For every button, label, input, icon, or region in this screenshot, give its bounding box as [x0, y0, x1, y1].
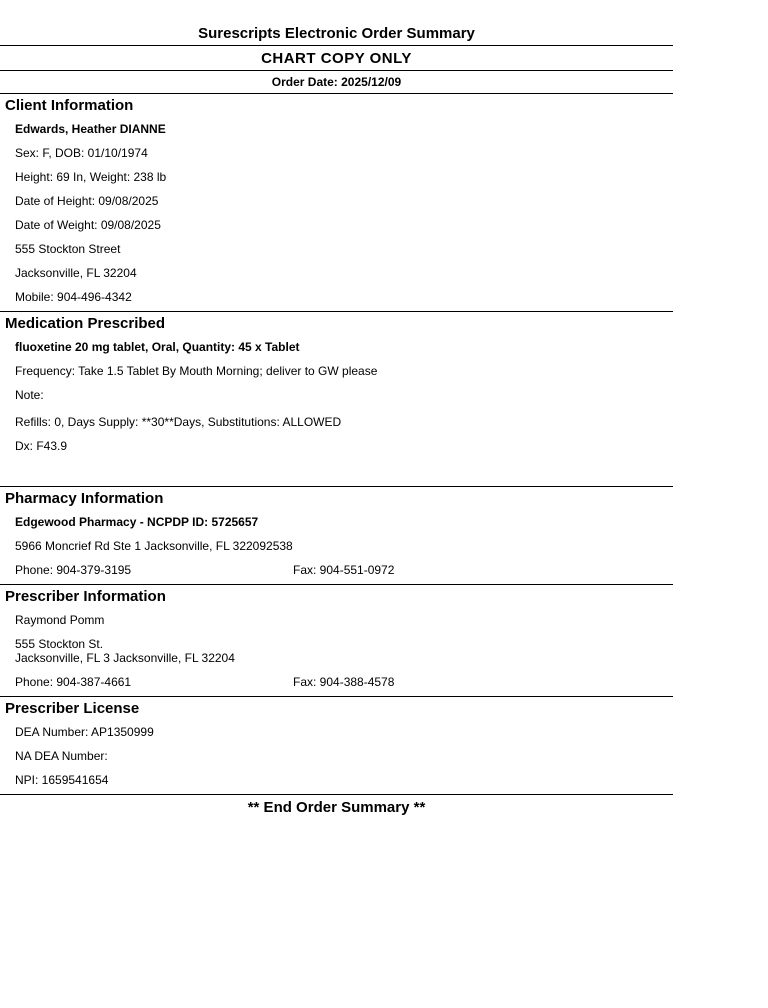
medication-name: fluoxetine 20 mg tablet, Oral, Quantity: 45 x Tablet: [15, 340, 300, 354]
patient-address-line2: Jacksonville, FL 32204: [15, 266, 137, 280]
patient-address-line1: 555 Stockton Street: [15, 242, 121, 256]
section-prescriber-information: [0, 585, 673, 689]
pharmacy-phone-fax-row: [0, 564, 673, 577]
section-medication-prescribed: [0, 312, 673, 486]
medication-dx: Dx: F43.9: [15, 439, 68, 453]
prescriber-name: Raymond Pomm: [15, 613, 105, 627]
section-heading: Pharmacy Information: [5, 490, 164, 507]
patient-date-of-height: Date of Height: 09/08/2025: [15, 194, 159, 208]
patient-mobile: Mobile: 904-496-4342: [15, 290, 132, 304]
section-prescriber-license: [0, 697, 673, 787]
prescriber-phone-fax-row: [0, 676, 673, 689]
pharmacy-name: Edgewood Pharmacy - NCPDP ID: 5725657: [15, 515, 259, 529]
end-order-summary: [0, 795, 673, 817]
section-heading: Prescriber Information: [5, 588, 166, 605]
chart-copy-text: CHART COPY ONLY: [261, 49, 412, 67]
npi-number: NPI: 1659541654: [15, 773, 109, 787]
prescriber-address-line2: Jacksonville, FL 3 Jacksonville, FL 32204: [15, 651, 235, 665]
section-heading: Prescriber License: [5, 700, 140, 717]
na-dea-number: NA DEA Number:: [15, 749, 108, 763]
document-title: Surescripts Electronic Order Summary: [198, 25, 475, 42]
pharmacy-fax: Fax: 904-551-0972: [293, 563, 395, 577]
prescriber-address-line1: 555 Stockton St.: [15, 637, 104, 651]
end-order-summary-text: ** End Order Summary **: [247, 799, 426, 816]
order-date-row: [0, 71, 673, 93]
pharmacy-address: 5966 Moncrief Rd Ste 1 Jacksonville, FL 322092538: [15, 539, 293, 553]
medication-frequency: Frequency: Take 1.5 Tablet By Mouth Morning; deliver to GW please: [15, 364, 378, 378]
medication-note: Note:: [15, 388, 44, 402]
pharmacy-phone: Phone: 904-379-3195: [15, 563, 132, 577]
prescriber-fax: Fax: 904-388-4578: [293, 675, 395, 689]
section-pharmacy-information: [0, 487, 673, 577]
patient-sex-dob: Sex: F, DOB: 01/10/1974: [15, 146, 148, 160]
medication-refills: Refills: 0, Days Supply: **30**Days, Substitutions: ALLOWED: [15, 415, 342, 429]
prescriber-phone: Phone: 904-387-4661: [15, 675, 132, 689]
section-client-information: [0, 94, 673, 304]
section-heading: Medication Prescribed: [5, 315, 166, 332]
patient-date-of-weight: Date of Weight: 09/08/2025: [15, 218, 161, 232]
patient-height-weight: Height: 69 In, Weight: 238 lb: [15, 170, 167, 184]
document-header: [0, 0, 673, 45]
dea-number: DEA Number: AP1350999: [15, 725, 154, 739]
section-heading: Client Information: [5, 97, 134, 114]
patient-name: Edwards, Heather DIANNE: [15, 122, 166, 136]
order-date: Order Date: 2025/12/09: [271, 75, 402, 89]
chart-copy-banner: [0, 46, 673, 70]
